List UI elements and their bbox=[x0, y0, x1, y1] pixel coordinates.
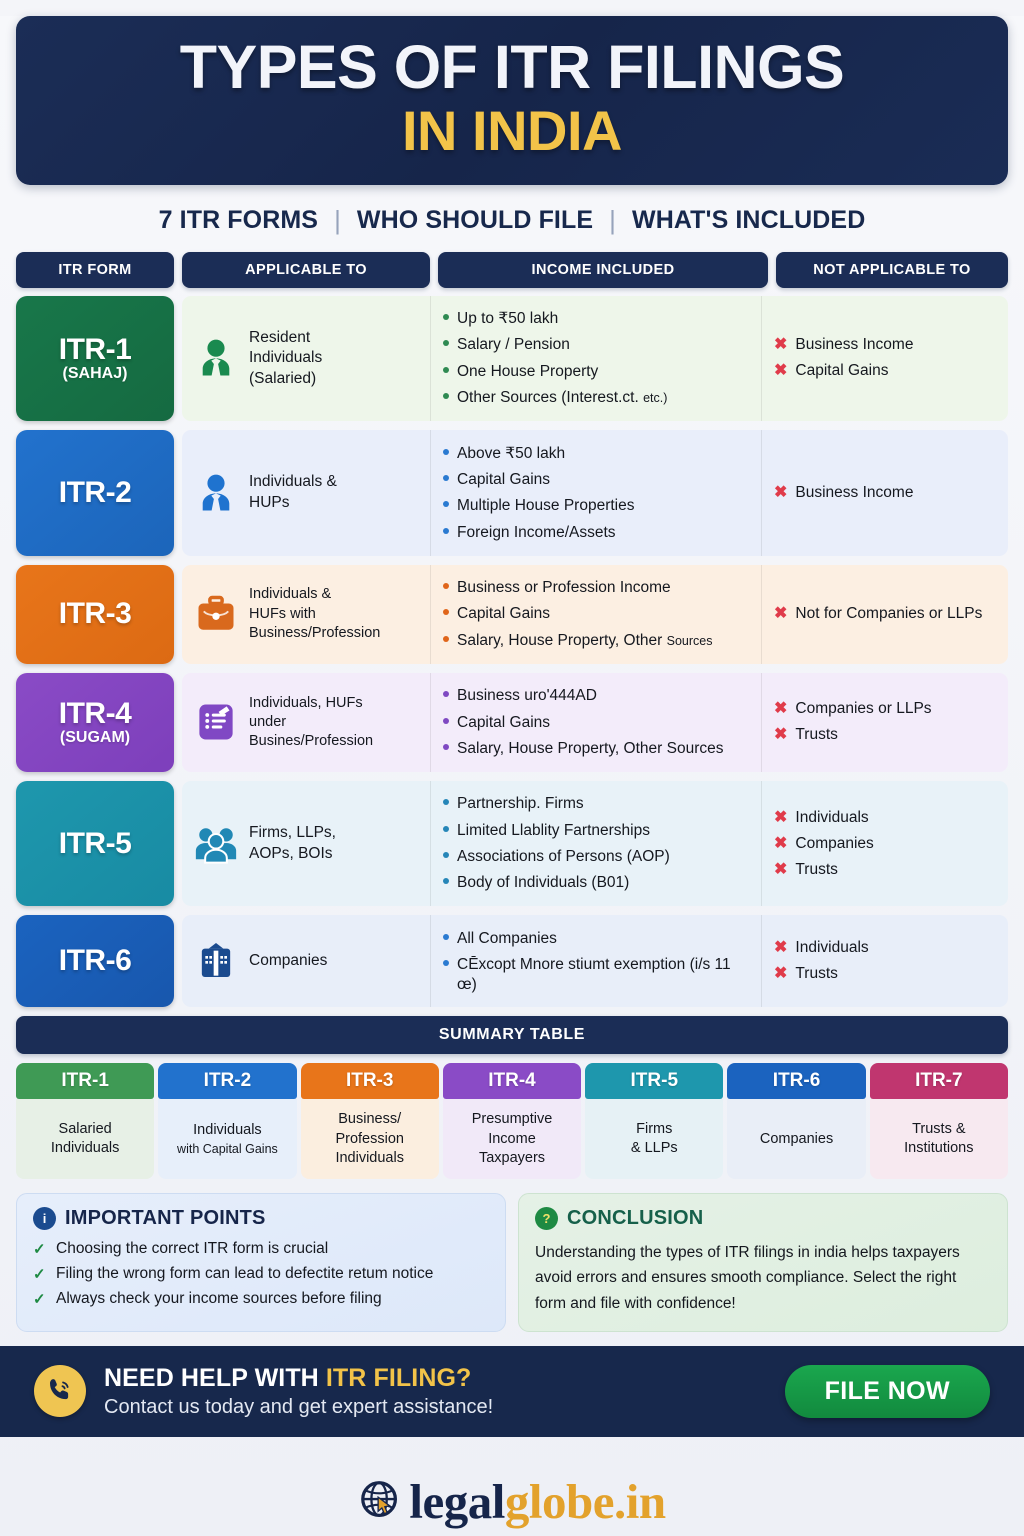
income-bullet bbox=[443, 873, 629, 892]
applicable-to-cell bbox=[182, 915, 430, 1007]
summary-column bbox=[16, 1063, 154, 1179]
not-applicable-text: Individuals bbox=[795, 808, 869, 826]
summary-description: Salaried Individuals bbox=[16, 1099, 154, 1179]
income-bullet-text: Capital Gains bbox=[457, 713, 551, 731]
income-bullet-text: Up to ₹50 lakh bbox=[457, 310, 559, 328]
cross-mark-icon: ✖ bbox=[774, 965, 788, 983]
bottom-panels bbox=[16, 1193, 1008, 1331]
income-bullet bbox=[443, 739, 723, 758]
not-applicable-to-cell bbox=[762, 915, 1008, 1007]
cta-banner bbox=[0, 1346, 1024, 1437]
income-bullet-text: Above ₹50 lakh bbox=[457, 444, 566, 462]
applicable-to-text: Resident Individuals (Salaried) bbox=[249, 328, 323, 387]
not-applicable-to-cell bbox=[762, 430, 1008, 556]
table-row bbox=[16, 430, 1008, 556]
cta-text-block bbox=[104, 1364, 767, 1419]
important-point-item bbox=[33, 1265, 489, 1283]
cta-headline-highlight: ITR FILING? bbox=[325, 1363, 472, 1392]
check-mark-icon: ✓ bbox=[33, 1291, 46, 1309]
important-points-panel bbox=[16, 1193, 506, 1331]
income-included-cell bbox=[431, 430, 761, 556]
bullet-dot-icon bbox=[443, 583, 449, 589]
group-people-icon bbox=[194, 821, 238, 867]
itr-form-badge[interactable] bbox=[16, 781, 174, 907]
conclusion-panel bbox=[518, 1193, 1008, 1331]
bullet-dot-icon bbox=[443, 718, 449, 724]
cross-mark-icon: ✖ bbox=[774, 700, 788, 718]
not-applicable-item bbox=[774, 809, 869, 827]
bullet-dot-icon bbox=[443, 393, 449, 399]
itr-form-badge[interactable] bbox=[16, 296, 174, 422]
subbar-item-forms: 7 ITR FORMS bbox=[158, 205, 319, 234]
income-bullet bbox=[443, 955, 749, 994]
not-applicable-text: Capital Gains bbox=[795, 362, 889, 380]
summary-description: Presumptive Income Taxpayers bbox=[443, 1099, 581, 1179]
not-applicable-item bbox=[774, 336, 913, 354]
itr-form-alias: (SAHAJ) bbox=[62, 365, 128, 383]
subbar-item-who: WHO SHOULD FILE bbox=[356, 205, 594, 234]
income-bullet-text: Salary, House Property, Other Sources bbox=[457, 739, 724, 757]
bullet-dot-icon bbox=[443, 367, 449, 373]
itr-form-name: ITR-4 bbox=[58, 697, 132, 731]
cross-mark-icon: ✖ bbox=[774, 362, 788, 380]
not-applicable-text: Companies or LLPs bbox=[795, 700, 932, 718]
bullet-dot-icon bbox=[443, 934, 449, 940]
not-applicable-text: Individuals bbox=[795, 939, 869, 957]
not-applicable-item bbox=[774, 605, 982, 623]
not-applicable-to-cell bbox=[762, 565, 1008, 664]
bullet-dot-icon bbox=[443, 799, 449, 805]
not-applicable-text: Trusts bbox=[795, 860, 838, 878]
itr-form-name: ITR-3 bbox=[58, 597, 132, 631]
income-bullet bbox=[443, 523, 616, 542]
income-bullet bbox=[443, 929, 557, 948]
not-applicable-item bbox=[774, 965, 838, 983]
income-bullet bbox=[443, 604, 550, 623]
income-included-cell bbox=[431, 296, 761, 422]
subbar-separator-2: | bbox=[609, 204, 616, 235]
applicable-to-text: Companies bbox=[249, 952, 328, 970]
not-applicable-item bbox=[774, 362, 888, 380]
cta-headline bbox=[104, 1364, 767, 1393]
bullet-dot-icon bbox=[443, 960, 449, 966]
income-bullet bbox=[443, 335, 570, 354]
itr-form-badge[interactable] bbox=[16, 565, 174, 664]
summary-column bbox=[301, 1063, 439, 1179]
income-bullet bbox=[443, 847, 670, 866]
income-bullet-text: Capital Gains bbox=[457, 470, 551, 488]
summary-column bbox=[158, 1063, 296, 1179]
not-applicable-item bbox=[774, 861, 838, 879]
itr-form-name: ITR-1 bbox=[58, 333, 132, 367]
bullet-dot-icon bbox=[443, 449, 449, 455]
table-row-body bbox=[182, 565, 1008, 664]
cross-mark-icon: ✖ bbox=[774, 605, 788, 623]
not-applicable-text: Trusts bbox=[795, 726, 838, 744]
table-row-body bbox=[182, 673, 1008, 772]
income-bullet-text: Body of Individuals (B01) bbox=[457, 874, 630, 892]
important-point-text: Choosing the correct ITR form is crucial bbox=[56, 1240, 329, 1258]
applicable-to-cell bbox=[182, 430, 430, 556]
check-mark-icon: ✓ bbox=[33, 1266, 46, 1284]
cta-headline-prefix: NEED HELP WITH bbox=[104, 1363, 326, 1392]
applicable-to-text: Individuals & HUFs with Business/Profession bbox=[249, 586, 381, 641]
applicable-to-text: Firms, LLPs, AOPs, BOIs bbox=[249, 824, 336, 862]
summary-form-badge[interactable]: ITR-6 bbox=[727, 1063, 865, 1099]
not-applicable-item bbox=[774, 700, 932, 718]
income-bullet-text: Limited Llablity Fartnerships bbox=[457, 821, 650, 839]
table-row-body bbox=[182, 781, 1008, 907]
globe-cursor-icon bbox=[358, 1478, 404, 1524]
income-bullet bbox=[443, 388, 667, 407]
infographic-page bbox=[0, 16, 1024, 1536]
applicable-to-text: Individuals & HUPs bbox=[249, 473, 337, 511]
phone-call-icon bbox=[34, 1365, 86, 1417]
income-bullet-text: Capital Gains bbox=[457, 605, 551, 623]
conclusion-header bbox=[535, 1207, 991, 1230]
income-included-cell bbox=[431, 565, 761, 664]
summary-table-title: SUMMARY TABLE bbox=[16, 1016, 1008, 1054]
important-point-item bbox=[33, 1290, 489, 1308]
brand-logo bbox=[0, 1437, 1024, 1530]
not-applicable-to-cell bbox=[762, 781, 1008, 907]
itr-form-badge[interactable] bbox=[16, 673, 174, 772]
conclusion-text: Understanding the types of ITR filings in india helps taxpayers avoid errors and ensures smooth compliance. Select the right form and file with confidence! bbox=[535, 1244, 960, 1312]
summary-description: Firms & LLPs bbox=[585, 1099, 723, 1179]
table-row bbox=[16, 673, 1008, 772]
income-bullet bbox=[443, 631, 712, 650]
summary-form-badge[interactable]: ITR-1 bbox=[16, 1063, 154, 1099]
column-header-income-included: INCOME INCLUDED bbox=[438, 252, 768, 288]
income-bullet-text: Salary / Pension bbox=[457, 336, 570, 354]
itr-form-badge[interactable] bbox=[16, 915, 174, 1007]
cross-mark-icon: ✖ bbox=[774, 808, 788, 826]
income-bullet-text: Business uro'444AD bbox=[457, 687, 597, 705]
important-points-list bbox=[33, 1240, 489, 1308]
not-applicable-item bbox=[774, 484, 913, 502]
income-bullet-text: All Companies bbox=[457, 929, 557, 947]
summary-column bbox=[443, 1063, 581, 1179]
income-bullet-text: Associations of Persons (AOP) bbox=[457, 848, 670, 866]
table-header-row bbox=[16, 252, 1008, 288]
table-row bbox=[16, 565, 1008, 664]
not-applicable-text: Business Income bbox=[795, 336, 914, 354]
subtitle-bar bbox=[0, 205, 1024, 236]
summary-form-badge[interactable]: ITR-2 bbox=[158, 1063, 296, 1099]
not-applicable-item bbox=[774, 835, 874, 853]
conclusion-title: CONCLUSION bbox=[567, 1207, 704, 1230]
not-applicable-to-cell bbox=[762, 296, 1008, 422]
income-bullet-text: Other Sources (Interest.ct. etc.) bbox=[457, 389, 668, 407]
cross-mark-icon: ✖ bbox=[774, 939, 788, 957]
person-suit-icon bbox=[194, 470, 238, 516]
checklist-icon bbox=[194, 699, 238, 745]
important-point-item bbox=[33, 1240, 489, 1258]
income-bullet-text: One House Property bbox=[457, 362, 599, 380]
brand-name-part2: globe.in bbox=[504, 1473, 666, 1529]
important-points-title: IMPORTANT POINTS bbox=[65, 1207, 266, 1230]
cross-mark-icon: ✖ bbox=[774, 336, 788, 354]
bullet-dot-icon bbox=[443, 691, 449, 697]
bullet-dot-icon bbox=[443, 826, 449, 832]
income-bullet bbox=[443, 821, 650, 840]
cross-mark-icon: ✖ bbox=[774, 860, 788, 878]
summary-description: Companies bbox=[727, 1099, 865, 1179]
not-applicable-text: Trusts bbox=[795, 965, 838, 983]
table-row-body bbox=[182, 915, 1008, 1007]
income-bullet-text: Multiple House Properties bbox=[457, 497, 635, 515]
bullet-dot-icon bbox=[443, 852, 449, 858]
not-applicable-to-cell bbox=[762, 673, 1008, 772]
bullet-dot-icon bbox=[443, 340, 449, 346]
income-included-cell bbox=[431, 673, 761, 772]
file-now-button[interactable]: FILE NOW bbox=[785, 1365, 990, 1418]
income-bullet bbox=[443, 578, 671, 597]
summary-form-badge[interactable]: ITR-5 bbox=[585, 1063, 723, 1099]
summary-description: Trusts & Institutions bbox=[870, 1099, 1008, 1179]
cross-mark-icon: ✖ bbox=[774, 834, 788, 852]
applicable-to-cell bbox=[182, 296, 430, 422]
income-included-cell bbox=[431, 915, 761, 1007]
bullet-dot-icon bbox=[443, 636, 449, 642]
income-bullet-text: CĒxcopt Mnore stiumt exemption (i/s 11 œ) bbox=[457, 956, 731, 993]
income-bullet-text: Partnership. Firms bbox=[457, 795, 584, 813]
itr-form-name: ITR-2 bbox=[58, 475, 132, 509]
summary-column bbox=[727, 1063, 865, 1179]
bullet-dot-icon bbox=[443, 501, 449, 507]
summary-form-badge[interactable]: ITR-3 bbox=[301, 1063, 439, 1099]
check-mark-icon: ✓ bbox=[33, 1241, 46, 1259]
applicable-to-cell bbox=[182, 781, 430, 907]
table-row bbox=[16, 296, 1008, 422]
income-bullet bbox=[443, 686, 597, 705]
bullet-dot-icon bbox=[443, 528, 449, 534]
bullet-dot-icon bbox=[443, 609, 449, 615]
cross-mark-icon: ✖ bbox=[774, 483, 788, 501]
applicable-to-cell bbox=[182, 565, 430, 664]
summary-table bbox=[16, 1063, 1008, 1179]
cross-mark-icon: ✖ bbox=[774, 726, 788, 744]
info-circle-icon: i bbox=[33, 1207, 56, 1230]
important-points-header bbox=[33, 1207, 489, 1230]
bullet-dot-icon bbox=[443, 475, 449, 481]
column-header-itr-form: ITR FORM bbox=[16, 252, 174, 288]
column-header-applicable-to: APPLICABLE TO bbox=[182, 252, 430, 288]
income-included-cell bbox=[431, 781, 761, 907]
income-bullet-text: Foreign Income/Assets bbox=[457, 523, 616, 541]
bullet-dot-icon bbox=[443, 744, 449, 750]
income-bullet bbox=[443, 713, 550, 732]
important-point-text: Always check your income sources before filing bbox=[56, 1290, 382, 1308]
income-bullet bbox=[443, 496, 634, 515]
income-bullet bbox=[443, 309, 558, 328]
important-point-text: Filing the wrong form can lead to defectite retum notice bbox=[56, 1265, 434, 1283]
itr-form-badge[interactable] bbox=[16, 430, 174, 556]
income-bullet-text: Salary, House Property, Other Sources bbox=[457, 631, 713, 649]
column-header-not-applicable-to: NOT APPLICABLE TO bbox=[776, 252, 1008, 288]
page-subtitle: IN INDIA bbox=[402, 98, 622, 162]
not-applicable-item bbox=[774, 726, 838, 744]
bullet-dot-icon bbox=[443, 314, 449, 320]
summary-form-badge[interactable]: ITR-7 bbox=[870, 1063, 1008, 1099]
not-applicable-text: Not for Companies or LLPs bbox=[795, 605, 983, 623]
itr-form-name: ITR-6 bbox=[58, 944, 132, 978]
income-bullet bbox=[443, 444, 565, 463]
summary-column bbox=[870, 1063, 1008, 1179]
summary-description: Business/ Profession Individuals bbox=[301, 1099, 439, 1179]
applicable-to-cell bbox=[182, 673, 430, 772]
person-suit-icon bbox=[194, 335, 238, 381]
summary-description: Individuals with Capital Gains bbox=[158, 1099, 296, 1179]
not-applicable-text: Business Income bbox=[795, 483, 914, 501]
briefcase-icon bbox=[194, 591, 238, 637]
brand-name-part1: legal bbox=[409, 1473, 505, 1529]
office-building-icon bbox=[194, 938, 238, 984]
itr-form-alias: (SUGAM) bbox=[59, 729, 131, 747]
summary-column bbox=[585, 1063, 723, 1179]
brand-logo-text bbox=[409, 1473, 665, 1530]
table-row bbox=[16, 915, 1008, 1007]
income-bullet bbox=[443, 794, 584, 813]
table-row-body bbox=[182, 296, 1008, 422]
income-bullet-text: Business or Profession Income bbox=[457, 579, 671, 597]
hero-banner bbox=[16, 16, 1008, 185]
cta-subtext: Contact us today and get expert assistance! bbox=[104, 1395, 494, 1418]
income-bullet bbox=[443, 362, 598, 381]
table-row-body bbox=[182, 430, 1008, 556]
table-row bbox=[16, 781, 1008, 907]
page-title: TYPES OF ITR FILINGS bbox=[179, 33, 845, 101]
itr-forms-table bbox=[16, 252, 1008, 1008]
income-bullet bbox=[443, 470, 550, 489]
bullet-dot-icon bbox=[443, 878, 449, 884]
itr-form-name: ITR-5 bbox=[58, 826, 132, 860]
not-applicable-text: Companies bbox=[795, 834, 874, 852]
summary-form-badge[interactable]: ITR-4 bbox=[443, 1063, 581, 1099]
question-circle-icon: ? bbox=[535, 1207, 558, 1230]
not-applicable-item bbox=[774, 939, 869, 957]
subbar-separator-1: | bbox=[334, 204, 341, 235]
table-body bbox=[16, 296, 1008, 1008]
subbar-item-included: WHAT'S INCLUDED bbox=[632, 205, 866, 234]
applicable-to-text: Individuals, HUFs under Busines/Profession bbox=[249, 694, 374, 749]
